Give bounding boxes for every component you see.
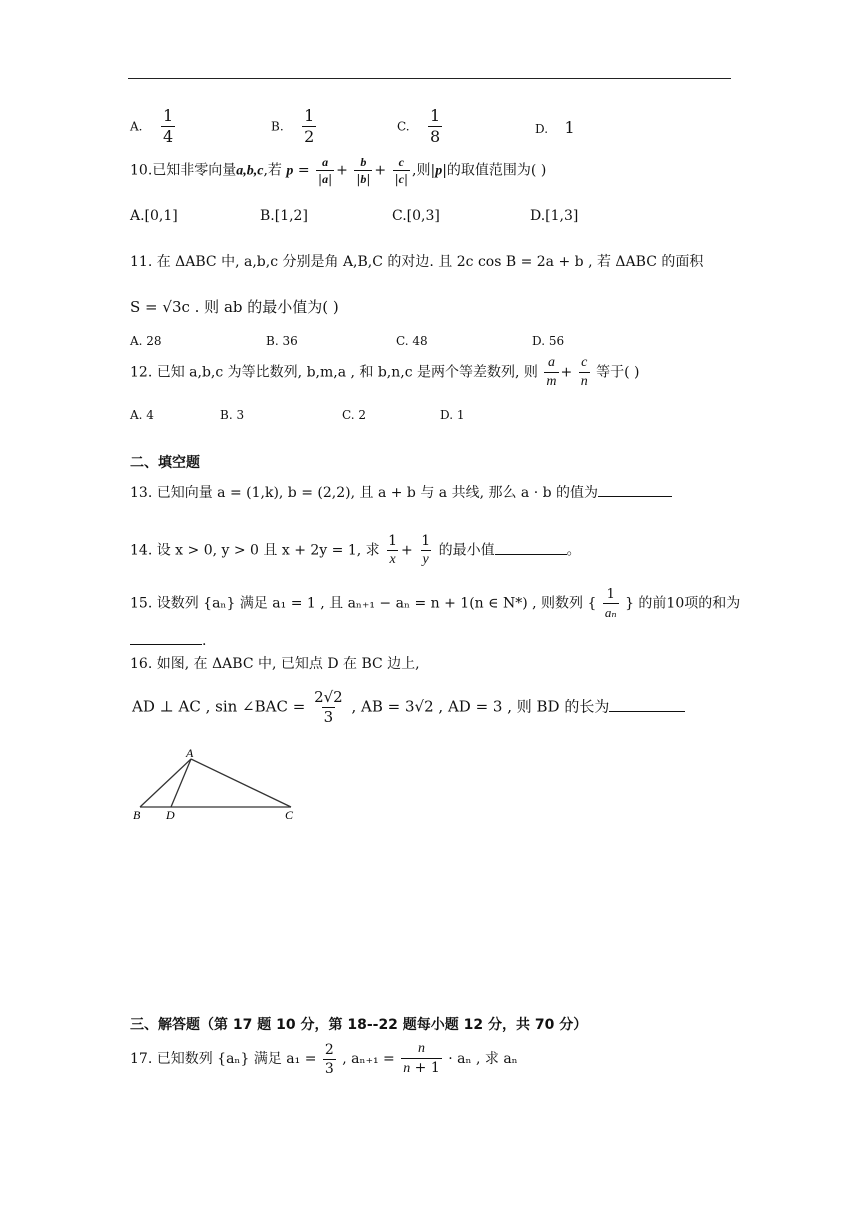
q12-option-d: D. 1 xyxy=(440,408,465,422)
section-3-heading: 三、解答题（第 17 题 10 分，第 18--22 题每小题 12 分，共 70 分） xyxy=(130,1017,588,1033)
answer-blank xyxy=(598,482,672,497)
q10-option-b: B.[1,2] xyxy=(260,208,308,224)
q9-option-c: C. $\frac{1}{8}$ xyxy=(397,106,441,146)
q9-option-d: D. 1 xyxy=(535,118,575,137)
question-16-line2: AD ⊥ AC , sin ∠BAC = $\frac{2√2}{3}$ , AB = 3√2 , AD = 3 , 则 BD 的长为 xyxy=(132,690,685,725)
label-c: C xyxy=(285,808,294,822)
question-11-line2: S = √3c . 则 ab 的最小值为( ) xyxy=(130,298,339,316)
question-17: 17. 已知数列 {aₙ} 满足 a₁ = $\frac{2}{3}$ , aₙ₊₁ = $\frac{n}{n + 1}$ · aₙ , 求 aₙ xyxy=(130,1041,518,1077)
q11-option-a: A. 28 xyxy=(130,334,162,348)
answer-blank xyxy=(495,540,567,555)
question-15-blank: . xyxy=(130,630,206,651)
segment-ab xyxy=(140,759,191,807)
header-rule xyxy=(128,78,731,79)
q9-option-a: A. $\frac{1}{4}$ xyxy=(130,106,174,146)
q9-option-b: B. $\frac{1}{2}$ xyxy=(271,106,315,146)
q10-option-d: D.[1,3] xyxy=(530,208,579,224)
label-d: D xyxy=(166,808,175,822)
segment-ad xyxy=(171,759,191,807)
triangle-figure xyxy=(128,745,303,825)
q11-option-b: B. 36 xyxy=(266,334,298,348)
q11-option-d: D. 56 xyxy=(532,334,565,348)
q10-option-c: C.[0,3] xyxy=(392,208,440,224)
q10-option-a: A.[0,1] xyxy=(130,208,178,224)
q12-option-a: A. 4 xyxy=(130,408,154,422)
question-15: 15. 设数列 {aₙ} 满足 a₁ = 1 , 且 aₙ₊₁ − aₙ = n + 1(n ∈ N*) , 则数列 { $\frac{1}{\text{aₙ}}$ } 的前10项的和为 xyxy=(130,587,741,620)
section-2-heading: 二、填空题 xyxy=(130,455,200,471)
q11-option-c: C. 48 xyxy=(396,334,428,348)
question-11-line1: 11. 在 ΔABC 中, a,b,c 分别是角 A,B,C 的对边. 且 2c cos B = 2a + b , 若 ΔABC 的面积 xyxy=(130,254,704,270)
question-10: 10.已知非零向量a,b,c,若 p = $\frac{a}{|a|}$ + $\frac{b}{|b|}$ + $\frac{c}{|c|}$ ,则|p|的取值范围为( ) xyxy=(130,155,547,186)
segment-ac xyxy=(191,759,291,807)
q12-option-c: C. 2 xyxy=(342,408,367,422)
question-14: 14. 设 x > 0, y > 0 且 x + 2y = 1, 求 $\frac{1}{x}$ + $\frac{1}{y}$ 的最小值 。 xyxy=(130,533,581,567)
question-13: 13. 已知向量 a = (1,k), b = (2,2), 且 a + b 与 a 共线, 那么 a · b 的值为 xyxy=(130,482,672,503)
label-a: A xyxy=(186,746,194,760)
answer-blank xyxy=(609,697,685,712)
question-12: 12. 已知 a,b,c 为等比数列, b,m,a , 和 b,n,c 是两个等差数列, 则 $\frac{a}{m}$ + $\frac{c}{n}$ 等于( ) xyxy=(130,355,640,389)
label-b: B xyxy=(133,808,141,822)
question-16-line1: 16. 如图, 在 ΔABC 中, 已知点 D 在 BC 边上, xyxy=(130,656,420,672)
q12-option-b: B. 3 xyxy=(220,408,245,422)
